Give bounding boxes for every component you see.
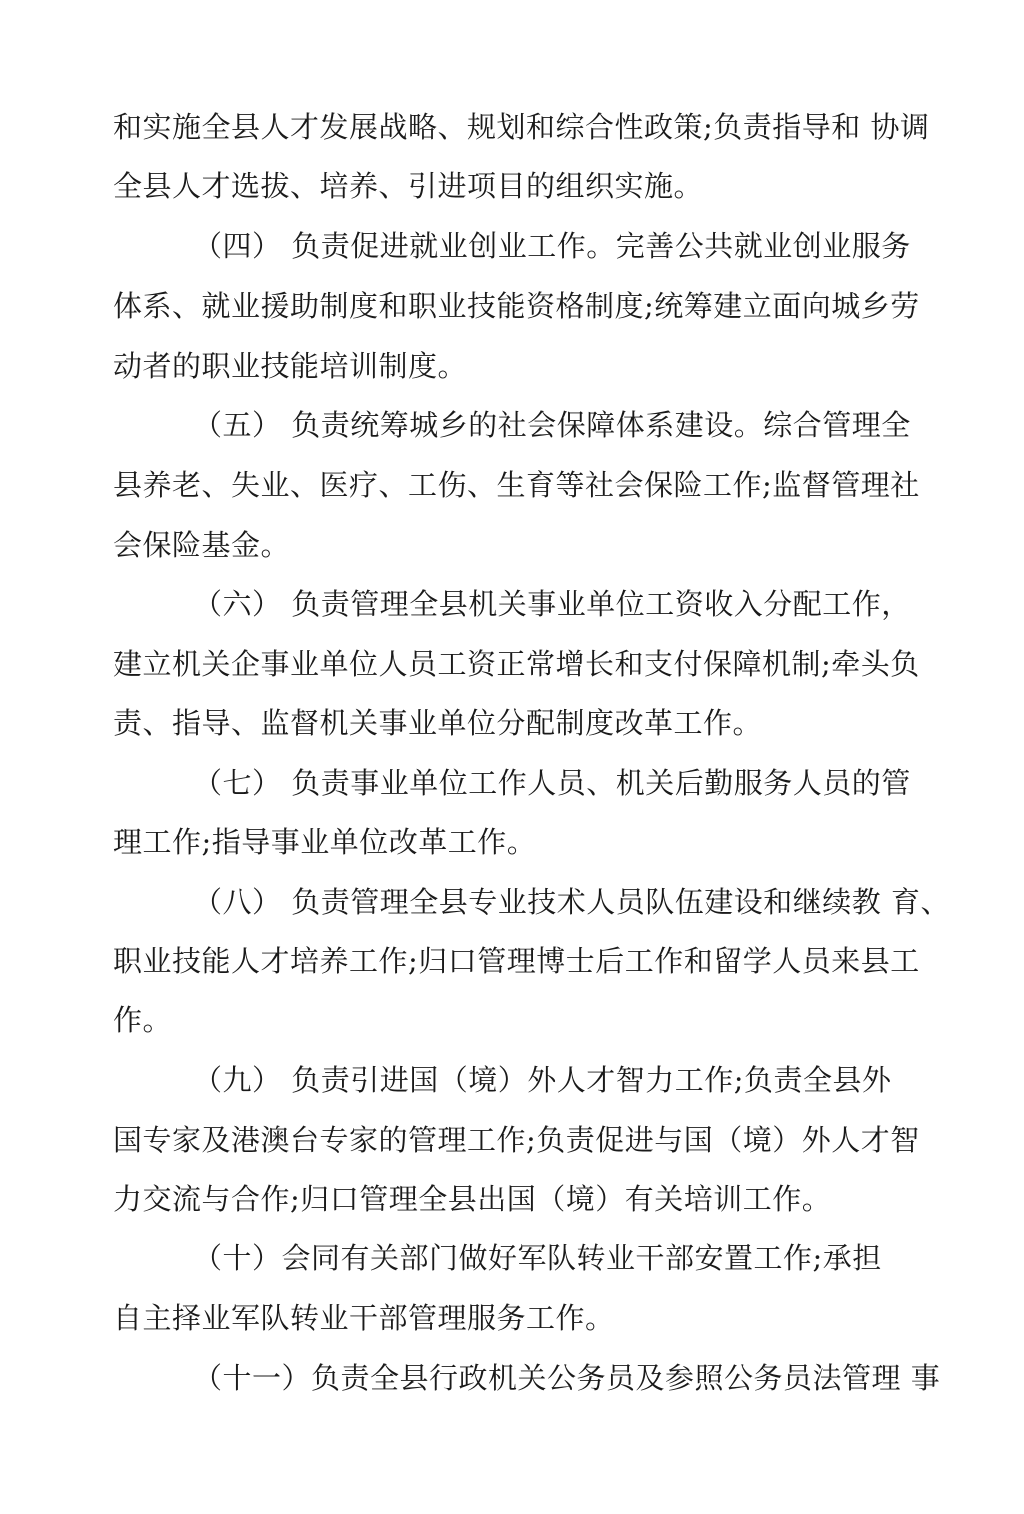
paragraph-11-heading: （十一）负责全县行政机关公务员及参照公务员法管理 事 bbox=[193, 1361, 941, 1395]
text-line: 职业技能人才培养工作;归口管理博士后工作和留学人员来县工 bbox=[113, 944, 920, 978]
text-line: 理工作;指导事业单位改革工作。 bbox=[113, 825, 537, 859]
paragraph-5-heading: （五） 负责统筹城乡的社会保障体系建设。综合管理全 bbox=[193, 408, 911, 442]
text-line: 建立机关企事业单位人员工资正常增长和支付保障机制;牵头负 bbox=[113, 647, 920, 681]
text-line: 全县人才选拔、培养、引进项目的组织实施。 bbox=[113, 169, 704, 203]
paragraph-6-heading: （六） 负责管理全县机关事业单位工资收入分配工作， bbox=[193, 587, 911, 621]
text-line: 体系、就业援助制度和职业技能资格制度;统筹建立面向城乡劳 bbox=[113, 289, 920, 323]
paragraph-7-heading: （七） 负责事业单位工作人员、机关后勤服务人员的管 bbox=[193, 766, 911, 800]
paragraph-4-heading: （四） 负责促进就业创业工作。完善公共就业创业服务 bbox=[193, 229, 911, 263]
text-line: 会保险基金。 bbox=[113, 528, 291, 562]
text-line: 国专家及港澳台专家的管理工作;负责促进与国（境）外人才智 bbox=[113, 1123, 920, 1157]
text-line: 作。 bbox=[113, 1003, 173, 1037]
text-line: 动者的职业技能培训制度。 bbox=[113, 349, 468, 383]
text-line: 责、指导、监督机关事业单位分配制度改革工作。 bbox=[113, 706, 763, 740]
paragraph-10-heading: （十）会同有关部门做好军队转业干部安置工作;承担 bbox=[193, 1241, 882, 1275]
text-line: 自主择业军队转业干部管理服务工作。 bbox=[113, 1301, 615, 1335]
text-line: 和实施全县人才发展战略、规划和综合性政策;负责指导和 协调 bbox=[113, 110, 930, 144]
text-line: 力交流与合作;归口管理全县出国（境）有关培训工作。 bbox=[113, 1182, 832, 1216]
paragraph-9-heading: （九） 负责引进国（境）外人才智力工作;负责全县外 bbox=[193, 1063, 892, 1097]
text-line: 县养老、失业、医疗、工伤、生育等社会保险工作;监督管理社 bbox=[113, 468, 920, 502]
paragraph-8-heading: （八） 负责管理全县专业技术人员队伍建设和继续教 育、 bbox=[193, 885, 950, 919]
